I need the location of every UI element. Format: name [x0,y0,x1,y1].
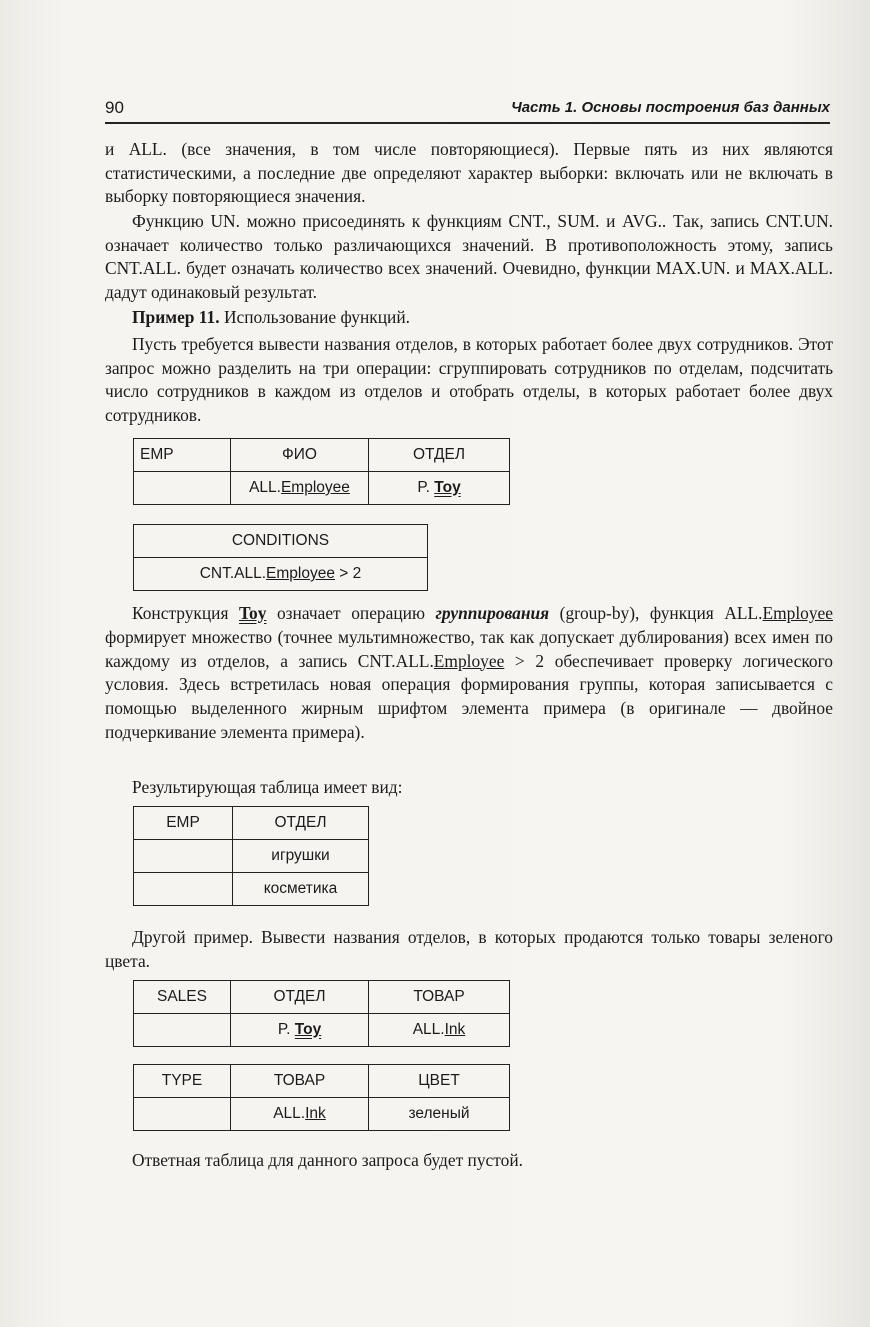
inline-employee: Employee [762,603,833,623]
example-element-toy: Toy [294,1021,322,1038]
table-header-cell: ТОВАР [369,981,510,1014]
example-element-toy: Toy [434,479,461,496]
table-cell: игрушки [233,840,369,873]
example-element-employee: Employee [280,479,350,496]
table-cell-empty [134,1014,231,1047]
text-part: Конструкция [132,603,240,623]
conditions-header: CONDITIONS [134,525,428,558]
cond-suffix: > 2 [334,565,362,582]
table-cell [231,1014,369,1047]
table-header-cell: ОТДЕЛ [231,981,369,1014]
inline-employee: Employee [433,650,505,671]
conclusion-text: Ответная таблица для данного запроса будет пустой. [132,1150,523,1170]
example-element-ink: Ink [444,1021,466,1038]
another-example-text: Другой пример. Вывести названия отделов, в которых продаются только товары зеленого цвета. [105,927,833,971]
example-title: Использование функций. [223,307,411,327]
paragraph-task [105,333,833,427]
qbe-table-emp [133,438,510,505]
table-header-cell: EMP [134,807,233,840]
paragraph-result [105,776,833,800]
text-part: (group-by), функция ALL. [549,603,763,623]
table-cell-empty [134,472,231,505]
paragraph-another-example [105,926,833,973]
paragraph-un-text: Функцию UN. можно присоединять к функциям CNT., SUM. и AVG.. Так, запись CNT.UN. означает количество только различающихся значений. В противоположность этому, запись CNT.ALL. будет означать количество всех значений. Очевидно, функции MAX.UN. и MAX.ALL. дадут одинаковый результат. [105,211,833,302]
table-header-cell: ЦВЕТ [369,1065,510,1098]
all-prefix: ALL. [249,479,281,496]
example-element-ink: Ink [305,1105,326,1122]
example-heading [105,306,833,330]
page-number: 90 [105,98,124,117]
cond-employee: Employee [266,565,335,582]
print-prefix: P. [277,1021,291,1038]
table-cell-empty [134,1098,231,1131]
example-label: Пример 11. [132,307,220,327]
inline-toy: Toy [239,603,267,623]
text-part: > 2 обеспечивает проверку логического условия. Здесь встретилась новая операция формирования группы, которая записывается с помощью выделенного жирным шрифтом элемента примера (в оригинале — двойное подчеркивание элемента примера). [105,650,833,742]
print-prefix: P. [417,479,430,496]
table-header-cell: SALES [134,981,231,1014]
table-header-cell: ФИО [231,439,369,472]
table-header-cell: ОТДЕЛ [369,439,510,472]
table-cell: зеленый [369,1098,510,1131]
paragraph-intro: и ALL. (все значения, в том числе повторяющиеся). Первые пять из них являются статистическими, а последние две определяют характер выборки: включать или не включать в выборку повторяющиеся значения. [105,139,833,207]
text-part: формирует множество (точнее мультимножество, так как допускает дублирования) всех имен по каждому из отделов, а запись CNT.ALL. [105,626,833,671]
part-title: Часть 1. Основы построения баз данных [511,99,830,116]
paragraph-un-function [105,210,833,304]
qbe-table-type [133,1064,510,1131]
table-cell [369,1014,510,1047]
table-cell: косметика [233,873,369,906]
result-table [133,806,369,906]
table-header-cell: TYPE [134,1065,231,1098]
table-header-cell: ОТДЕЛ [233,807,369,840]
running-header [105,96,830,124]
paragraph-explanation [105,602,833,745]
table-header-cell: ТОВАР [231,1065,369,1098]
all-prefix: ALL. [273,1105,306,1122]
table-cell-empty [134,873,233,906]
paragraph-task-text: Пусть требуется вывести названия отделов, в которых работает более двух сотрудников. Этот запрос можно разделить на три операции: сгруппировать сотрудников по отделам, подсчитать число сотрудников в каждом из отделов и отобрать отделы, в которых работает более двух сотрудников. [105,334,833,425]
paragraph-conclusion [105,1149,833,1173]
result-text: Результирующая таблица имеет вид: [132,777,403,797]
qbe-table-sales [133,980,510,1047]
conditions-box [133,524,428,591]
table-header-cell: EMP [134,439,231,472]
inline-grouping: группирования [435,603,550,623]
all-prefix: ALL. [412,1021,445,1038]
text-part: означает операцию [266,603,436,623]
table-cell-empty [134,840,233,873]
table-cell [369,472,510,505]
cond-prefix: CNT.ALL. [199,565,267,582]
conditions-cell [134,558,428,591]
table-cell [231,472,369,505]
table-cell [231,1098,369,1131]
